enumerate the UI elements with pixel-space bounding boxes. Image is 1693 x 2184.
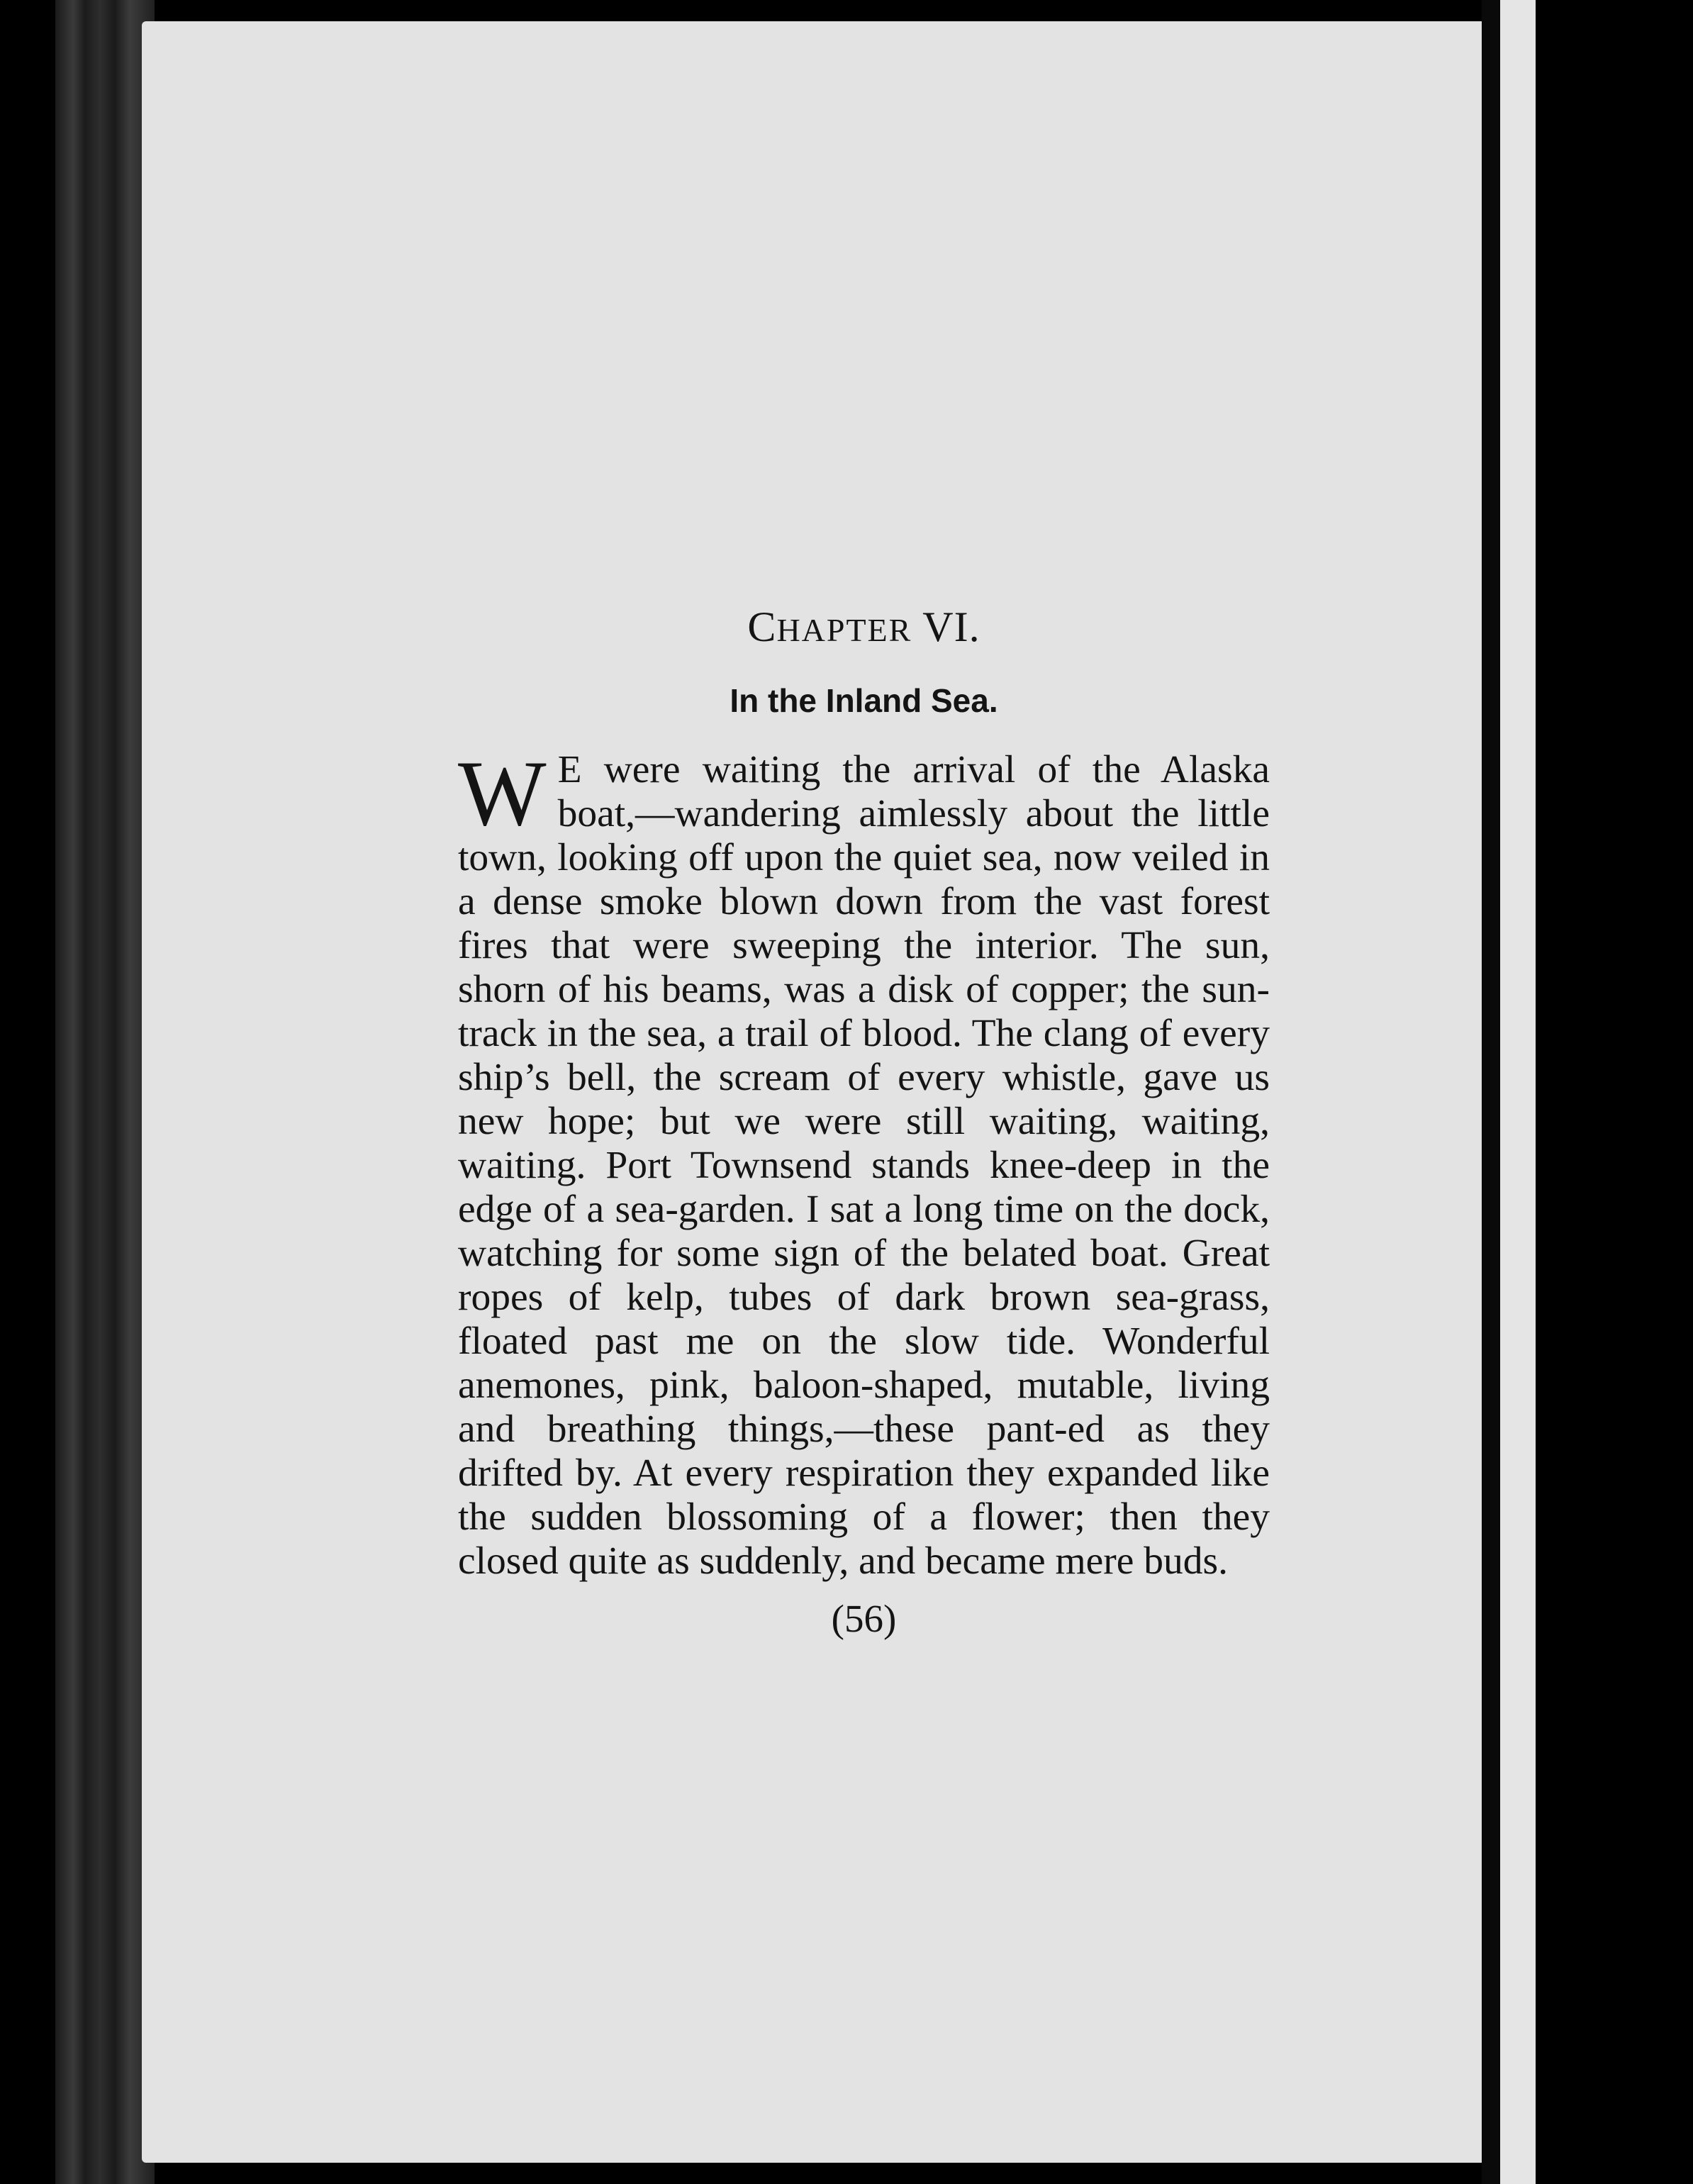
facing-page-edge — [1500, 0, 1536, 2184]
page-gutter — [1482, 0, 1500, 2184]
book-edge-left — [55, 0, 155, 2184]
paragraph-text: E were waiting the arrival of the Alaska boat,—wandering aimlessly about the little town, looking off upon the quiet sea, now veiled in a dense smoke blown down from the vast forest fires that were sweeping the interior. The sun, shorn of his beams, was a disk of copper; the sun-track in the sea, a trail of blood. The clang of every ship’s bell, the scream of every whistle, gave us new hope; but we were still waiting, waiting, waiting. Port Townsend stands knee-deep in the edge of a sea-garden. I sat a long time on the dock, watching for some sign of the belated boat. Great ropes of kelp, tubes of dark brown sea-grass, floated past me on the slow tide. Wonderful anemones, pink, baloon-shaped, mutable, living and breathing things,—these pant-ed as they drifted by. At every respiration they expanded like the sudden blossoming of a flower; then they closed quite as suddenly, and became mere buds. — [458, 748, 1270, 1583]
body-paragraph — [458, 741, 1270, 1583]
chapter-label-initial: C — [747, 603, 777, 650]
chapter-number: VI. — [922, 603, 980, 650]
chapter-heading — [458, 603, 1270, 652]
drop-cap: W — [458, 741, 547, 845]
text-block — [458, 603, 1270, 1641]
scan-border — [1536, 0, 1693, 2184]
page-number: (56) — [831, 1597, 897, 1640]
chapter-label-rest: HAPTER — [776, 612, 912, 648]
chapter-subtitle: In the Inland Sea. — [730, 682, 998, 719]
